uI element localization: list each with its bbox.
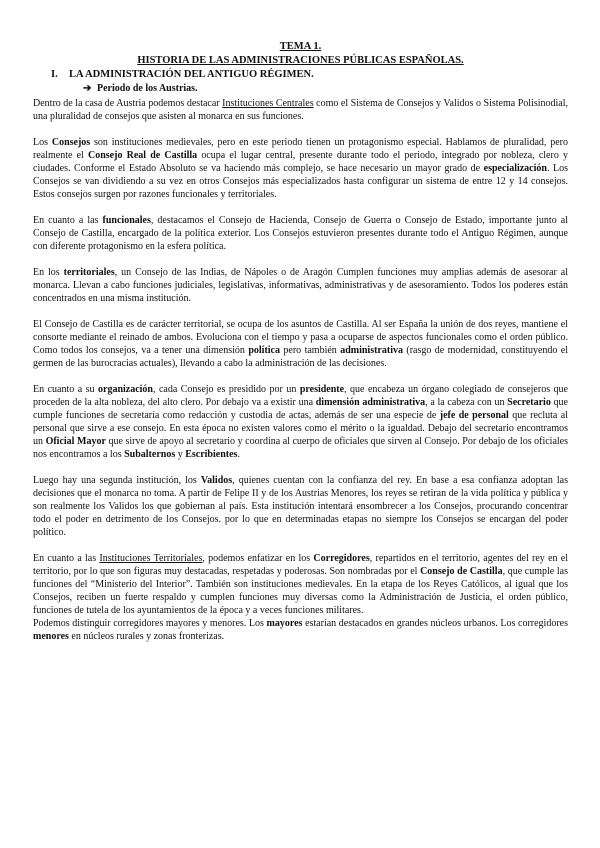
paragraph-instituciones-territoriales: En cuanto a las Instituciones Territoriales, podemos enfatizar en los Corregidores, repartidos en el territorio, agentes del rey en el territorio, por lo que son figuras muy destacadas, respetadas y poderosas. Son nombradas por el Consejo de Castilla, que cumple las funciones del “Ministerio del Interior”. También son instituciones medievales. En la etapa de los Reyes Católicos, al igual que los Consejos, reciben un fuerte respaldo y cumplen funciones muy diversas como la Administración de Justicia, el orden público, funciones de tutela de los ayuntamientos de la época y a veces funciones militares. [33, 553, 569, 616]
section-number: I. [51, 69, 58, 80]
subsection-heading [83, 82, 568, 95]
paragraph-funcionales: En cuanto a las funcionales, destacamos el Consejo de Hacienda, Consejo de Guerra o Consejo de Estado, importante junto al Consejo de Castilla, encargado de la política exterior. Los Consejos estuvieron presentes durante todo el Antiguo Régimen, aunque con diferente protagonismo en la esfera política. [33, 215, 568, 252]
paragraph-consejo-castilla: El Consejo de Castilla es de carácter territorial, se ocupa de los asuntos de Castilla. Al ser España la unión de dos reyes, mantiene el consorte mediante el reinado de ambos. Evoluciona con el tiempo y pasa a ocuparse de aspectos funcionales como el orden público. Como todos los consejos, va a tener una dimensión política pero también administrativa (rasgo de modernidad, constituyendo el germen de las burocracias actuales), llevando a cabo la administración de las decisiones. [33, 319, 569, 369]
paragraph-consejos: Los Consejos son instituciones medievales, pero en este periodo tienen un protagonismo especial. Hablamos de pluralidad, pero realmente el Consejo Real de Castilla ocupa el lugar central, presente durante todo el periodo, integrado por nobleza, clero y ciudades. Conforme el Estado Absoluto se va haciendo más complejo, se hace necesario un mayor grado de especialización. Los Consejos se van dividiendo a su vez en otros Consejos más especializados hasta configurar un sistema de entre 12 y 14 consejos. Estos consejos surgen por razones funcionales y territoriales. [33, 137, 569, 200]
paragraph-validos: Luego hay una segunda institución, los Validos, quienes cuentan con la confianza del rey. En base a esa confianza adoptan las decisiones que el monarca no toma. A partir de Felipe II y de los Austrias Menores, los reyes se retiran de la vida política y pública y son realmente los Validos los que gobiernan al país. Esta institución intentará ensombrecer a los Consejos, procurando concentrar todo el poder en detrimento de los Consejos. por lo que en determinadas etapas no siempre los Consejos se encargan del poder político. [33, 475, 568, 538]
subsection-title: Periodo de los Austrias. [97, 83, 198, 94]
document-title: HISTORIA DE LAS ADMINISTRACIONES PÚBLICAS ESPAÑOLAS. [137, 55, 464, 66]
document-page [33, 40, 568, 643]
paragraph-instituciones-centrales: Dentro de la casa de Austria podemos destacar Instituciones Centrales como el Sistema de Consejos y Validos o Sistema Polisinodial, una pluralidad de consejos que asisten al monarca en sus funciones. [33, 98, 568, 122]
paragraph-organizacion: En cuanto a su organización, cada Consejo es presidido por un presidente, que encabeza un órgano colegiado de consejeros que proceden de la alta nobleza, del alto clero. Por debajo va a existir una dimensión administrativa, a la cabeza con un Secretario que cumple funciones de secretaría como redacción y custodia de actas, además de ser una especie de jefe de personal que recluta al personal que sirve a ese consejo. En esta época no existen valores como el mérito o la igualdad. Debajo del secretario encontramos un Oficial Mayor que sirve de apoyo al secretario y coordina al cuerpo de oficiales que sirven al Consejo. Por debajo de los oficiales nos encontramos a los Subalternos y Escribientes. [33, 384, 569, 460]
tema-heading: TEMA 1. [279, 41, 322, 52]
paragraph-territoriales: En los territoriales, un Consejo de las Indias, de Nápoles o de Aragón Cumplen funciones muy amplias además de asesorar al monarca. Llevan a cabo funciones judiciales, legislativas, informativas, administrativas y de asesoramiento. Todos los poderes están concentrados en una misma institución. [33, 267, 568, 304]
arrow-icon: ➔ [83, 83, 92, 94]
section-title: LA ADMINISTRACIÓN DEL ANTIGUO RÉGIMEN. [69, 69, 314, 80]
paragraph-corregidores: Podemos distinguir corregidores mayores y menores. Los mayores estarían destacados en grandes núcleos urbanos. Los corregidores menores en núcleos rurales y zonas fronterizas. [33, 618, 568, 642]
section-heading [51, 68, 568, 82]
